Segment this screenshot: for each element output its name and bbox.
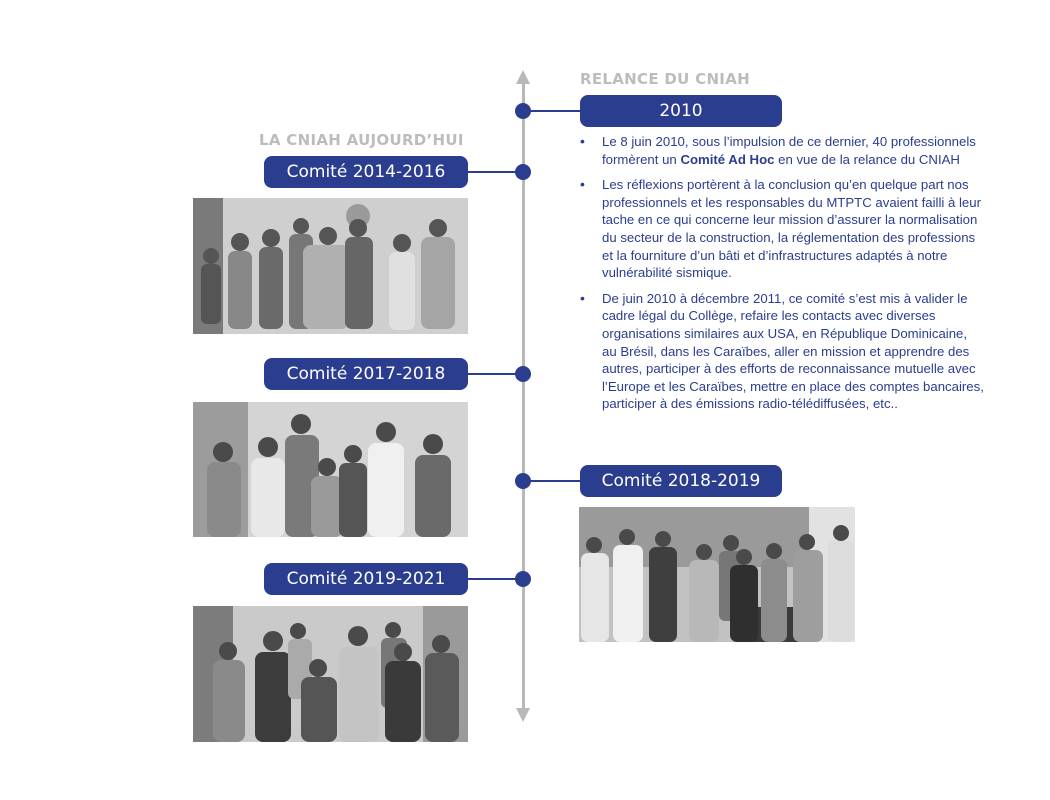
connector-2018-2019: [530, 480, 580, 482]
timeline-dot-2010: [515, 103, 531, 119]
connector-2019-2021: [468, 578, 518, 580]
year-2010-pill: 2010: [580, 95, 782, 127]
bullet-item: • Le 8 juin 2010, sous l’impulsion de ce dernier, 40 professionnels formèrent un Comité Ad Hoc en vue de la relance du CNIAH: [580, 133, 985, 168]
timeline-arrow-up-icon: [516, 70, 530, 84]
connector-2014: [468, 171, 518, 173]
committee-2018-2019-photo: [579, 507, 855, 642]
committee-2017-2018-photo: [193, 402, 468, 537]
connector-2017: [468, 373, 518, 375]
left-section-title: LA CNIAH AUJOURD’HUI: [259, 131, 464, 149]
timeline-arrow-down-icon: [516, 708, 530, 722]
timeline-dot-2018-2019: [515, 473, 531, 489]
bullet-item: • De juin 2010 à décembre 2011, ce comité s’est mis à valider le cadre légal du Collège, refaire les contacts avec diverses organisations similaires aux USA, en République Dominicaine, au Brésil, dans les Caraïbes, aller en mission et apprendre des autres, participer à des efforts de reconnaissance mutuelle avec l’Europe et les Caraïbes, mettre en place des comptes bancaires, participer à des émissions radio-télédiffusées, etc..: [580, 290, 985, 413]
right-section-title: RELANCE DU CNIAH: [580, 70, 750, 88]
committee-2018-2019-pill: Comité 2018-2019: [580, 465, 782, 497]
relance-bullet-list: [580, 133, 985, 421]
committee-2019-2021-pill: Comité 2019-2021: [264, 563, 468, 595]
committee-2017-2018-pill: Comité 2017-2018: [264, 358, 468, 390]
committee-2014-2016-pill: Comité 2014-2016: [264, 156, 468, 188]
committee-2019-2021-photo: [193, 606, 468, 742]
bullet-item: • Les réflexions portèrent à la conclusion qu’en quelque part nos professionnels et les responsables du MTPTC avaient failli à leur tache en ce qui concerne leur mission d’assurer la normalisation du secteur de la construction, la réglementation des professions et la fourniture d’un bâti et d’infrastructures adaptés à notre vulnérabilité sismique.: [580, 176, 985, 282]
connector-2010: [530, 110, 580, 112]
committee-2014-2016-photo: [193, 198, 468, 334]
